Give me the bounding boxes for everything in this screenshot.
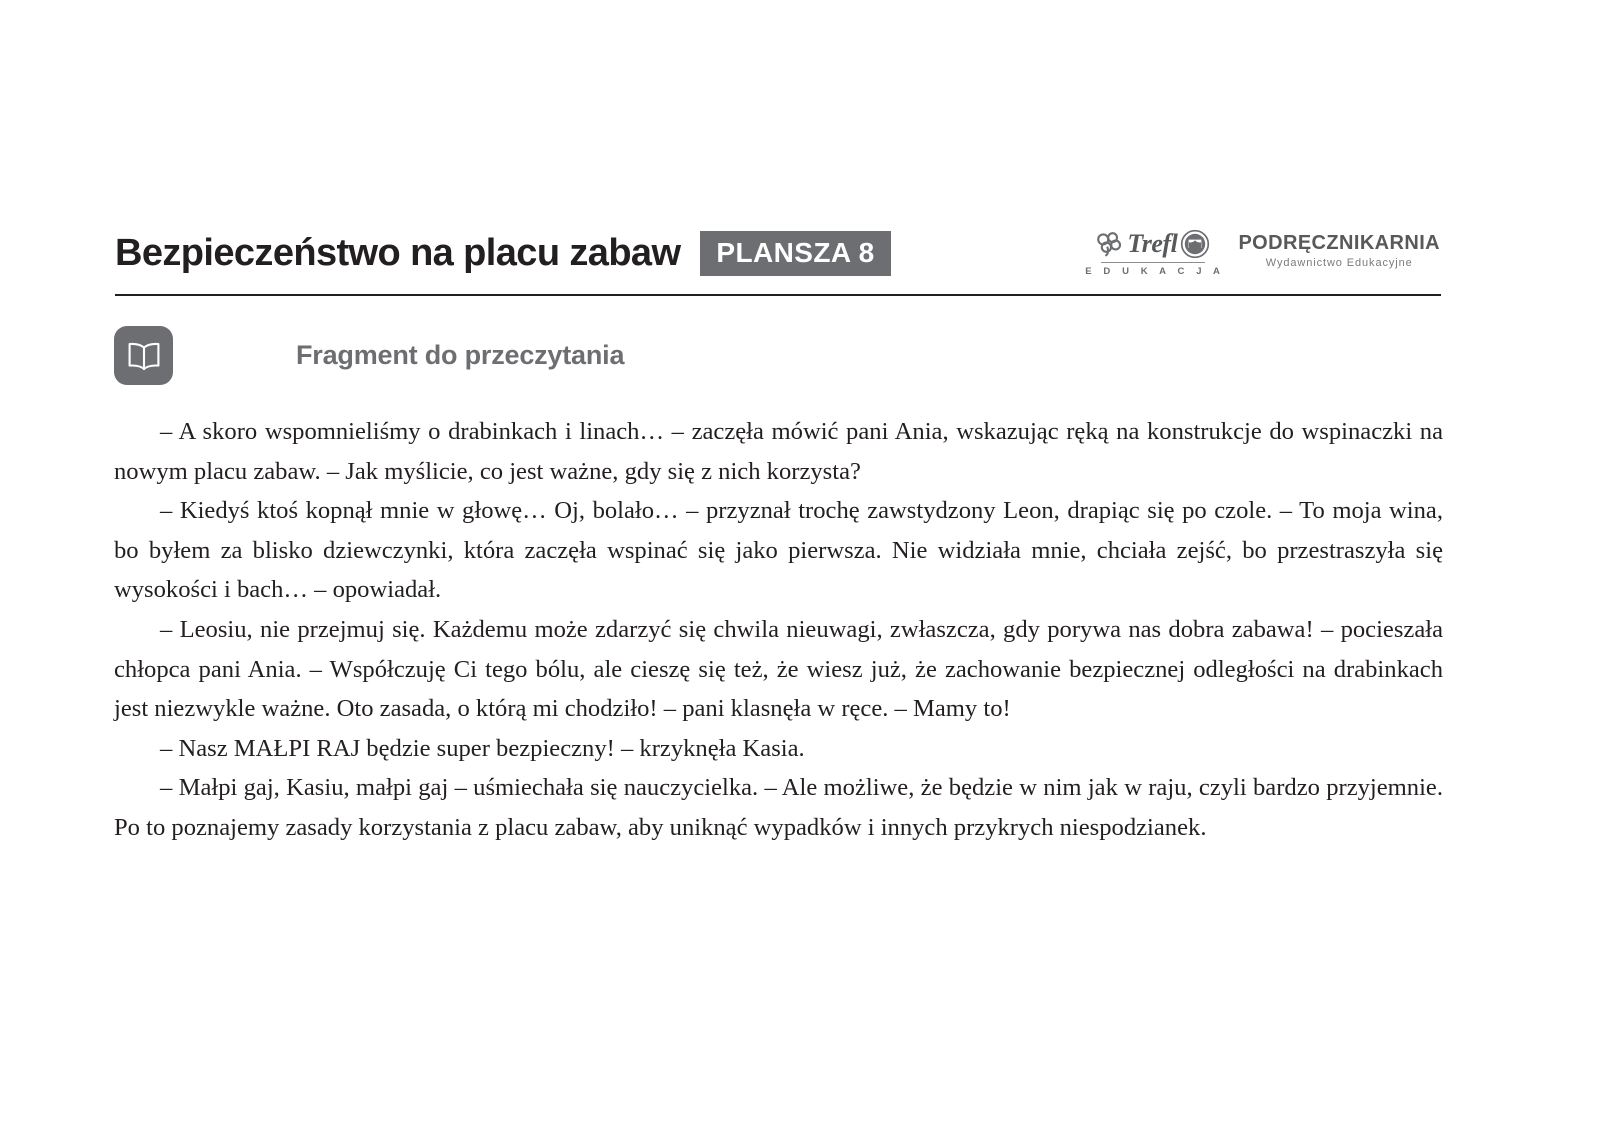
title-block: [115, 231, 891, 276]
section-title: Fragment do przeczytania: [296, 340, 625, 370]
passage-paragraph: – Małpi gaj, Kasiu, małpi gaj – uśmiechała się nauczycielka. – Ale możliwe, że będzie w nim jak w raju, czyli bardzo przyjemnie. Po to poznajemy zasady korzystania z placu zabaw, aby uniknąć wypadków i innych przykrych niespodzianek.: [114, 774, 1443, 841]
reading-passage: [114, 412, 1443, 848]
passage-paragraph: – Nasz MAŁPI RAJ będzie super bezpieczny! – krzyknęła Kasia.: [160, 734, 805, 762]
trefl-logo: [1081, 229, 1224, 277]
podrecznikarnia-logo: [1238, 233, 1440, 273]
passage-paragraph: – Leosiu, nie przejmuj się. Każdemu może zdarzyć się chwila nieuwagi, zwłaszcza, gdy porywa nas dobra zabawa! – pocieszała chłopca pani Ania. – Współczuję Ci tego bólu, ale cieszę się też, że wiesz już, że zachowanie bezpiecznej odległości na drabinkach jest niezwykle ważne. Oto zasada, o którą mi chodziło! – pani klasnęła w ręce. – Mamy to!: [114, 615, 1443, 723]
trefl-wordmark: Trefl: [1127, 229, 1178, 258]
header-divider: [115, 294, 1441, 296]
trefl-underline: [1101, 262, 1205, 263]
status-badge: PLANSZA 8: [700, 231, 890, 276]
passage-paragraph: – A skoro wspomnieliśmy o drabinkach i linach… – zaczęła mówić pani Ania, wskazując ręką na konstrukcje do wspinaczki na nowym placu zabaw. – Jak myślicie, co jest ważne, gdy się z nich korzysta?: [114, 418, 1443, 485]
open-book-badge: [114, 326, 173, 385]
clover-icon: [1095, 231, 1125, 257]
passage-paragraph: – Kiedyś ktoś kopnął mnie w głowę… Oj, bolało… – przyznał trochę zawstydzony Leon, drapiąc się po czole. – To moja wina, bo byłem za blisko dziewczynki, która zaczęła wspinać się jako pierwsza. Nie widziała mnie, chciała zejść, bo przestraszyła się wysokości i bach… – opowiadał.: [114, 497, 1443, 604]
page-title: Bezpieczeństwo na placu zabaw: [115, 232, 681, 274]
section-heading: [114, 326, 624, 385]
trefl-logo-row: [1095, 229, 1210, 259]
publisher-tagline: Wydawnictwo Edukacyjne: [1265, 257, 1413, 269]
book-circle-icon: [1180, 229, 1210, 259]
publisher-name: PODRĘCZNIKARNIA: [1238, 232, 1440, 254]
page-header: [115, 222, 1440, 284]
publisher-logo-cluster: [1081, 229, 1440, 277]
trefl-tagline: E D U K A C J A: [1085, 266, 1225, 277]
open-book-icon: [125, 341, 163, 371]
